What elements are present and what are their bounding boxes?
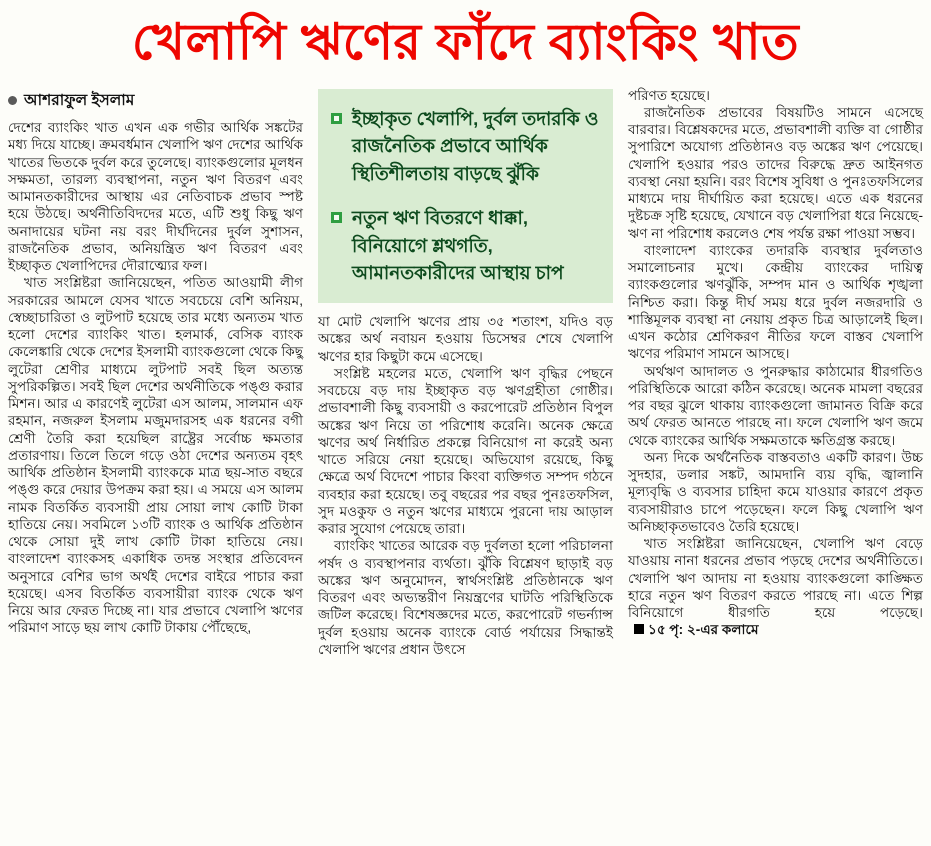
paragraph: পরিণত হয়েছে। — [628, 87, 710, 103]
highlight-item — [331, 105, 600, 188]
filled-square-icon — [634, 624, 644, 634]
paragraph: যা মোট খেলাপি ঋণের প্রায় ৩৫ শতাংশ, যদিও বড় অঙ্কের অর্থ নবায়ন হওয়ায় ডিসেম্বর শেষে খেলাপি ঋণের হার কিছুটা কমে এসেছে। — [318, 314, 613, 364]
byline-bullet-icon — [8, 96, 17, 105]
highlight-item-text: ইচ্ছাকৃত খেলাপি, দুর্বল তদারকি ও রাজনৈতিক প্রভাবে আর্থিক স্থিতিশীলতায় বাড়ছে ঝুঁকি — [352, 107, 599, 184]
highlight-box — [318, 89, 613, 304]
paragraph-text: খাত সংশ্লিষ্টরা জানিয়েছেন, খেলাপি ঋণ বেড়ে যাওয়ায় নানা ধরনের প্রভাব পড়ছে দেশের অর্থনীতিতে। খেলাপি ঋণ আদায় না হওয়ায় ব্যাংকগুলো কাঙ্ক্ষিত হারে নতুন ঋণ বিতরণ করতে পারছে না। এতে শিল্প বিনিয়োগে ধীরগতি হয়ে পড়েছে। — [628, 536, 923, 620]
paragraph: ব্যাংকিং খাতের আরেক বড় দুর্বলতা হলো পরিচালনা পর্ষদ ও ব্যবস্থাপনার ব্যর্থতা। ঝুঁকি বিশ্লেষণ ছাড়াই বড় অঙ্কের ঋণ অনুমোদন, স্বার্থসংশ্লিষ্ট প্রতিষ্ঠানকে ঋণ বিতরণ এবং অভ্যন্তরীণ নিয়ন্ত্রণের ঘাটতি পরিস্থিতিকে জটিল করেছে। বিশেষজ্ঞদের মতে, করপোরেট গভর্ন্যান্স দুর্বল হওয়ায় অনেক ব্যাংকে বোর্ড পর্যায়ের সিদ্ধান্তই খেলাপি ঋণের প্রধান উৎসে — [318, 538, 613, 657]
column-1 — [8, 87, 303, 637]
paragraph: বাংলাদেশ ব্যাংকের তদারকি ব্যবস্থার দুর্বলতাও সমালোচনার মুখে। কেন্দ্রীয় ব্যাংকের দায়িত্ব ব্যাংকগুলোর ঋণঝুঁকি, সম্পদ মান ও আর্থিক শৃঙ্খলা নিশ্চিত করা। কিন্তু দীর্ঘ সময় ধরে দুর্বল নজরদারি ও শাস্তিমূলক ব্যবস্থা না নেয়ায় প্রকৃত চিত্র আড়ালেই ছিল। এখন কঠোর শ্রেণিকরণ নীতির ফলে বাস্তব খেলাপি ঋণের পরিমাণ সামনে আসছে। — [628, 242, 923, 362]
highlight-item — [331, 204, 600, 287]
byline-author: আশরাফুল ইসলাম — [24, 91, 135, 109]
paragraph: অর্থঋণ আদালত ও পুনরুদ্ধার কাঠামোর ধীরগতিও পরিস্থিতিকে আরো কঠিন করেছে। অনেক মামলা বছরের পর বছর ঝুলে থাকায় ব্যাংকগুলো জামানত বিক্রি করে অর্থ ফেরত আনতে পারছে না। ফলে খেলাপি ঋণ জমে থেকে ব্যাংকের আর্থিক সক্ষমতাকে ক্ষতিগ্রস্ত করছে। — [628, 363, 923, 448]
paragraph: দেশের ব্যাংকিং খাত এখন এক গভীর আর্থিক সঙ্কটের মধ্য দিয়ে যাচ্ছে। ক্রমবর্ধমান খেলাপি ঋণ দেশের আর্থিক খাতের ভিতকে দুর্বল করে তুলেছে। ব্যাংকগুলোর মূলধন সক্ষমতা, তারল্য ব্যবস্থাপনা, নতুন ঋণ বিতরণ এবং আমানতকারীদের আস্থায় এর নেতিবাচক প্রভাব স্পষ্ট হয়ে উঠছে। অর্থনীতিবিদদের মতে, এটি শুধু কিছু ঋণ অনাদায়ের ঘটনা নয় বরং দীর্ঘদিনের দুর্বল সুশাসন, রাজনৈতিক প্রভাব, অনিয়ন্ত্রিত ঋণ বিতরণ এবং ইচ্ছাকৃত খেলাপিদের দৌরাত্ম্যের ফল। — [8, 120, 303, 274]
byline — [8, 91, 303, 111]
column-2 — [318, 87, 613, 659]
green-square-bullet-icon — [331, 113, 342, 124]
article-headline: খেলাপি ঋণের ফাঁদে ব্যাংকিং খাত — [131, 14, 800, 70]
green-square-bullet-icon — [331, 212, 342, 223]
paragraph: সংশ্লিষ্ট মহলের মতে, খেলাপি ঋণ বৃদ্ধির পেছনে সবচেয়ে বড় দায় ইচ্ছাকৃত বড় ঋণগ্রহীতা গোষ্ঠীর। প্রভাবশালী কিছু ব্যবসায়ী ও করপোরেট প্রতিষ্ঠান বিপুল অঙ্কের ঋণ নিয়ে তা পরিশোধ করেনি। অনেক ক্ষেত্রে ঋণের অর্থ নির্ধারিত প্রকল্পে বিনিয়োগ না করেই অন্য খাতে সরিয়ে নেয়া হয়েছে। অভিযোগ রয়েছে, কিছু ক্ষেত্রে অর্থ বিদেশে পাচার কিংবা ব্যক্তিগত সম্পদ গঠনে ব্যবহার করা হয়েছে। তবু বছরের পর বছর পুনঃতফসিল, সুদ মওকুফ ও নতুন ঋণের মাধ্যমে পুরনো দায় আড়াল করার সুযোগ পেয়েছে তারা। — [318, 365, 613, 536]
article-body — [8, 87, 923, 659]
paragraph: অন্য দিকে অর্থনৈতিক বাস্তবতাও একটি কারণ। উচ্চ সুদহার, ডলার সঙ্কট, আমদানি ব্যয় বৃদ্ধি, জ্বালানি মূল্যবৃদ্ধি ও ব্যবসার চাহিদা কমে যাওয়ার কারণে প্রকৃত ব্যবসায়ীরাও চাপে পড়েছেন। ফলে কিছু খেলাপি ঋণ অনিচ্ছাকৃতভাবেও তৈরি হয়েছে। — [628, 449, 923, 534]
paragraph: খাত সংশ্লিষ্টরা জানিয়েছেন, পতিত আওয়ামী লীগ সরকারের আমলে যেসব খাতে সবচেয়ে বেশি অনিয়ম, স্বেচ্ছাচারিতা ও লুটপাট হয়েছে তার মধ্যে অন্যতম খাত হলো দেশের ব্যাংকিং খাত। হলমার্ক, বেসিক ব্যাংক কেলেঙ্কারি থেকে দেশের ইসলামী ব্যাংকগুলো থেকে কিছু লুটেরা শ্রেণীর মাধ্যমে লুটপাট সবই ছিল অত্যন্ত সুপরিকল্পিত। সবই ছিল দেশের অর্থনীতিকে পঙ্গু করার মিশন। আর এ কারণেই লুটেরা এস আলম, সালমান এফ রহমান, নজরুল ইসলাম মজুমদারসহ এক ধরনের বগী শ্রেণী তৈরি করা হয়েছিল রাষ্ট্রের সর্বোচ্চ ক্ষমতার প্রতারণায়। তিলে তিলে গড়ে ওঠা দেশের অন্যতম বৃহৎ আর্থিক প্রতিষ্ঠান ইসলামী ব্যাংককে মাত্র ছয়-সাত বছরে পঙ্গু করে দেয়ার উপক্রম করা হয়। এ সময়ে এস আলম নামক বিতর্কিত ব্যবসায়ী প্রায় সোয়া লাখ কোটি টাকা হাতিয়ে নেয়। সবমিলে ১৩টি ব্যাংক ও আর্থিক প্রতিষ্ঠান থেকে সোয়া দুই লাখ কোটি টাকা হাতিয়ে নেয়। বাংলাদেশ ব্যাংকসহ একাধিক তদন্ত সংস্থার প্রতিবেদন অনুসারে বেশির ভাগ অর্থই দেশের বাইরে পাচার করা হয়েছে। এসব বিতর্কিত ব্যবসায়ীরা ব্যাংক থেকে ঋণ নিয়ে আর ফেরত দিচ্ছে না। যার প্রভাবে খেলাপি ঋণের পরিমাণ সাড়ে ছয় লাখ কোটি টাকায় পৌঁছেছে, — [8, 275, 303, 636]
continuation-label: ১৫ পৃ: ২-এর কলামে — [648, 622, 759, 638]
continuation-note — [628, 622, 759, 637]
paragraph — [628, 535, 923, 639]
column-3 — [628, 87, 923, 639]
paragraph: রাজনৈতিক প্রভাবের বিষয়টিও সামনে এসেছে বারবার। বিশ্লেষকদের মতে, প্রভাবশালী ব্যক্তি বা গোষ্ঠীর সুপারিশে অযোগ্য প্রতিষ্ঠানও বড় অঙ্কের ঋণ পেয়েছে। খেলাপি হওয়ার পরও তাদের বিরুদ্ধে দ্রুত আইনগত ব্যবস্থা নেয়া হয়নি। বরং বিশেষ সুবিধা ও পুনঃতফসিলের মাধ্যমে দায় দীর্ঘায়িত করা হয়েছে। এতে এক ধরনের দুষ্টচক্র সৃষ্টি হয়েছে, যেখানে বড় খেলাপিরা ধরে নিয়েছে-ঋণ না পরিশোধ করলেও শেষ পর্যন্ত রক্ষা পাওয়া সম্ভব। — [628, 104, 923, 241]
highlight-item-text: নতুন ঋণ বিতরণে ধাক্কা, বিনিয়োগে শ্লথগতি, আমানতকারীদের আস্থায় চাপ — [352, 206, 564, 284]
